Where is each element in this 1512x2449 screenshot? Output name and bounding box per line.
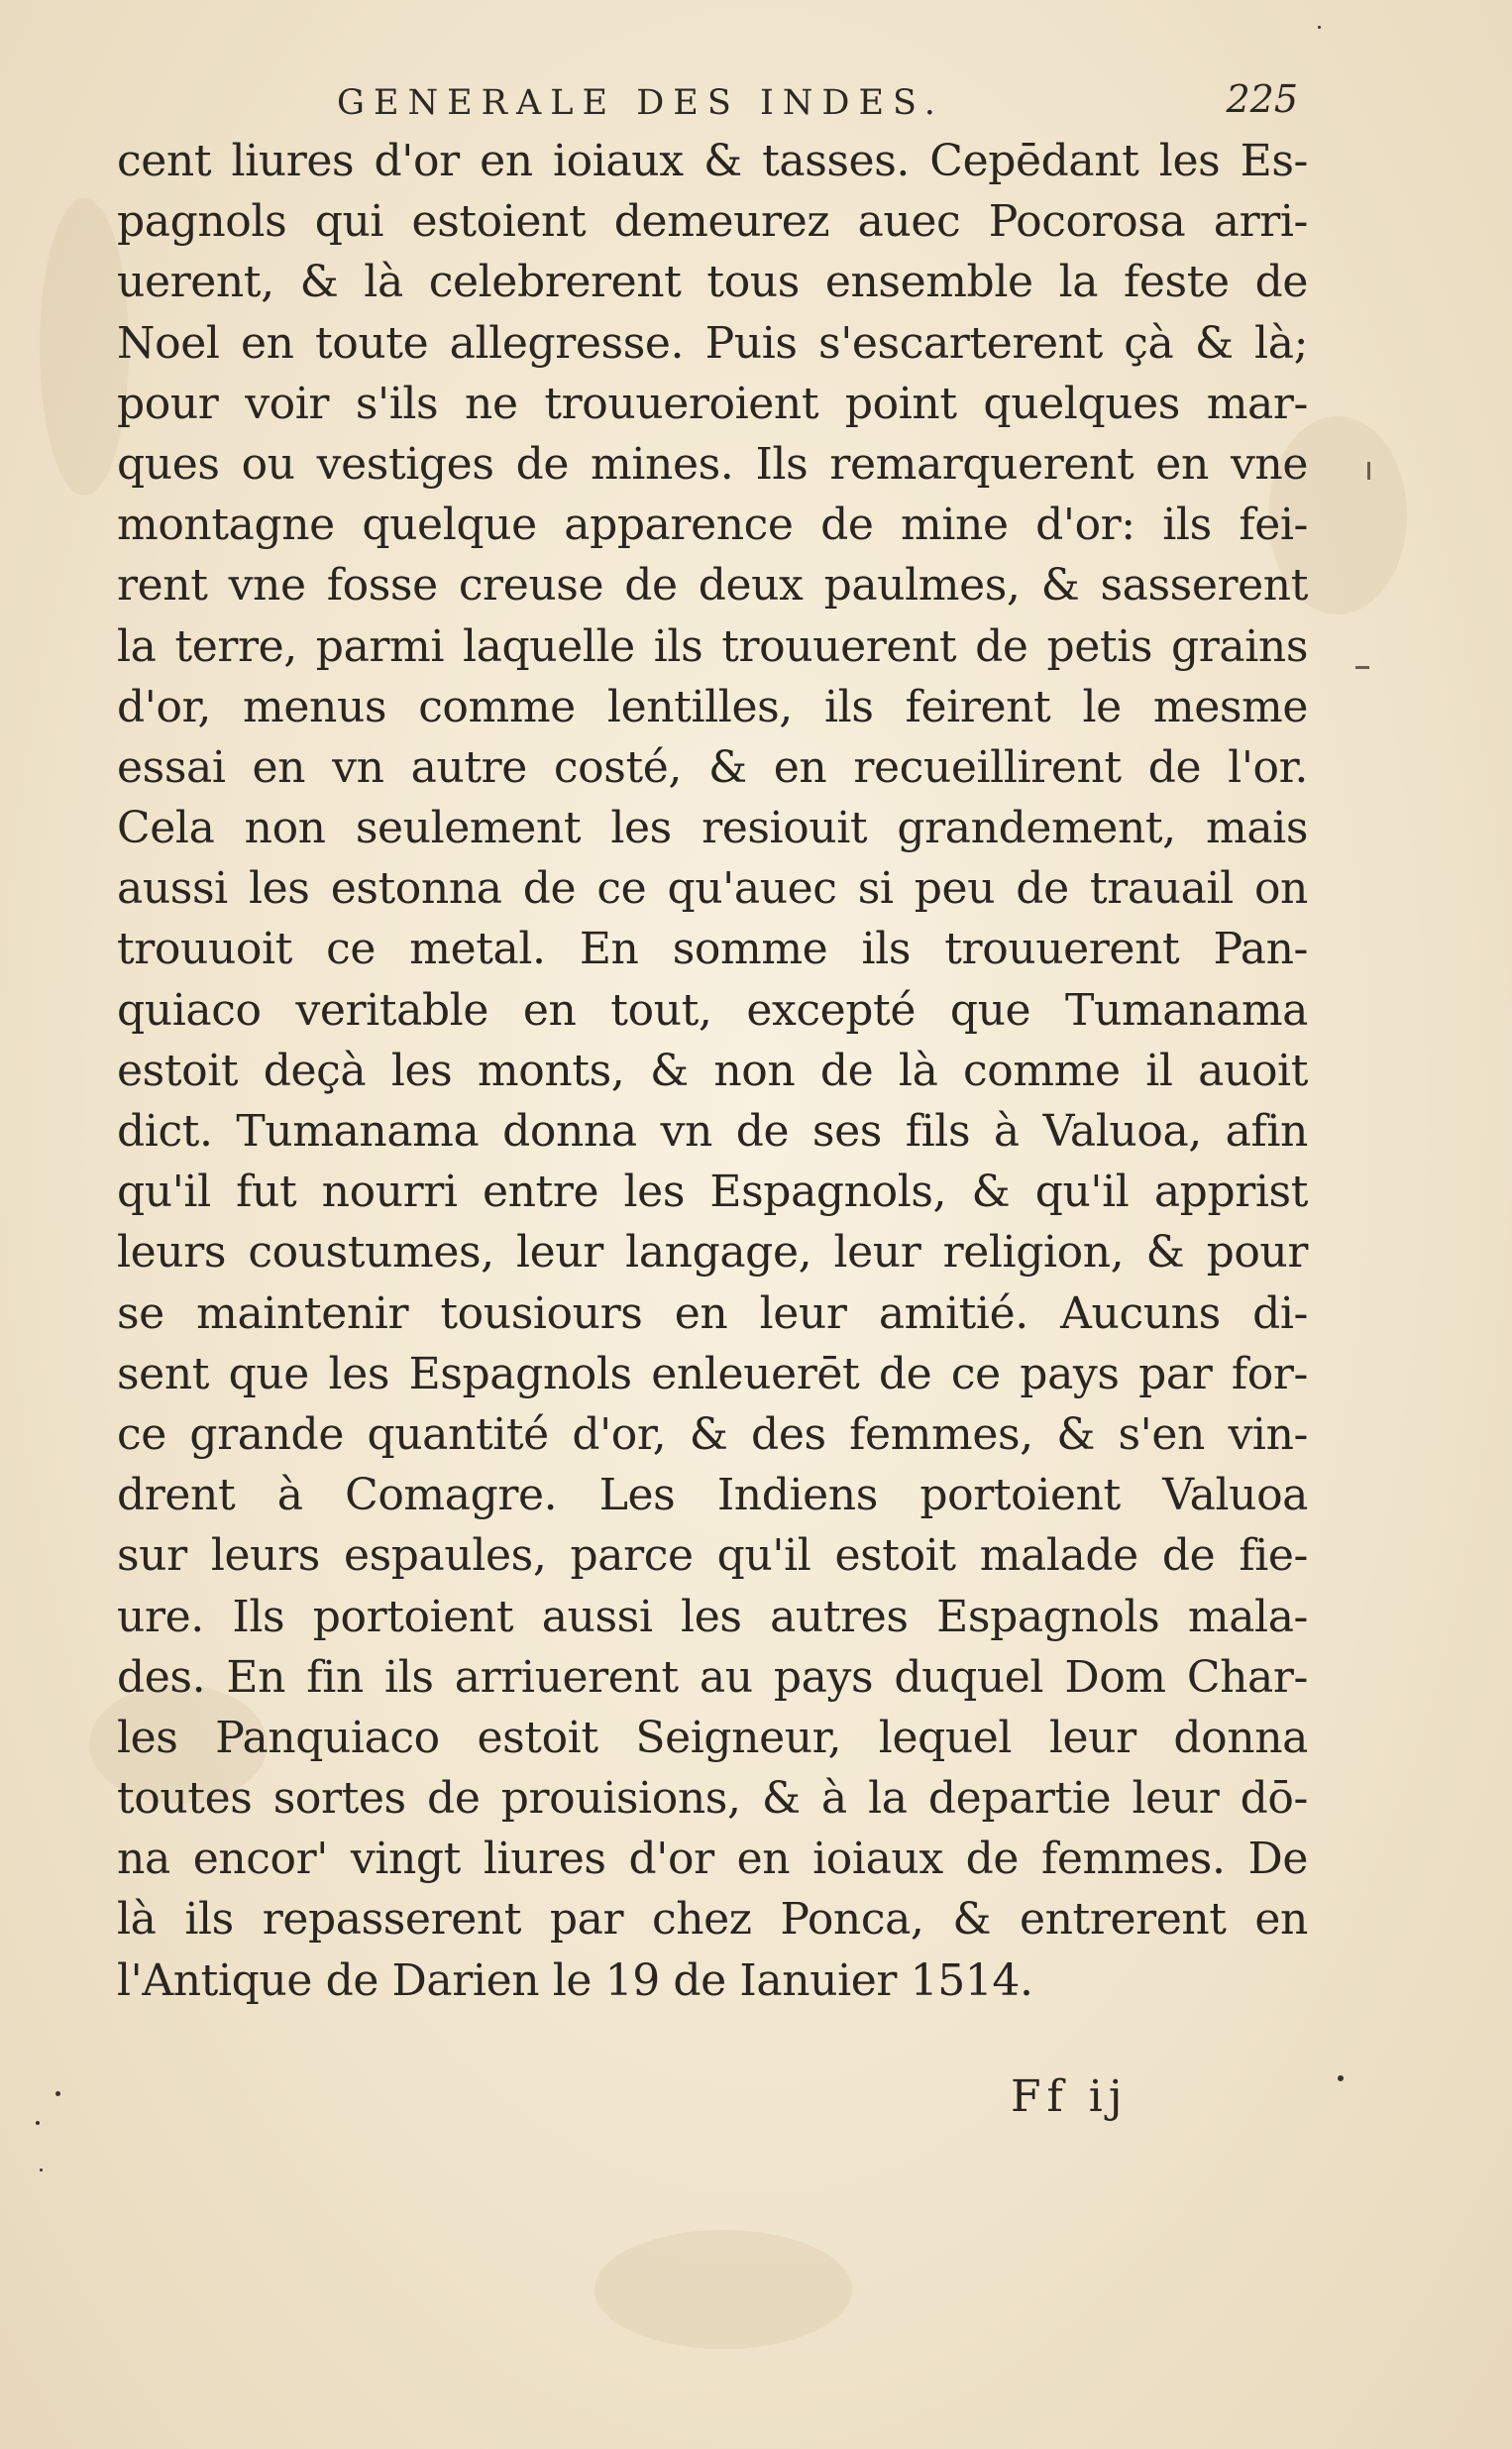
- text-line: ques ou vestiges de mines. Ils remarquerent en vne: [117, 438, 1308, 490]
- text-line: dict. Tumanama donna vn de ses fils à Valuoa, afin: [117, 1106, 1308, 1157]
- ink-speck: [1338, 2075, 1344, 2081]
- text-line: ure. Ils portoient aussi les autres Espagnols mala-: [117, 1591, 1308, 1642]
- ink-speck: [55, 2091, 60, 2096]
- text-line: ce grande quantité d'or, & des femmes, & s'en vin-: [117, 1408, 1308, 1460]
- text-line: la terre, parmi laquelle ils trouuerent de petis grains: [117, 620, 1308, 672]
- signature-mark: Ff ij: [1011, 2071, 1129, 2122]
- page-number: 225: [1226, 77, 1298, 121]
- text-line: quiaco veritable en tout, excepté que Tumanama: [117, 984, 1308, 1036]
- text-line: uerent, & là celebrerent tous ensemble la feste de: [117, 257, 1308, 308]
- text-line-last: l'Antique de Darien le 19 de Ianuier 1514.: [117, 1954, 1033, 2006]
- body-text: [117, 131, 1308, 2011]
- text-line: d'or, menus comme lentilles, ils feirent le mesme: [117, 681, 1308, 732]
- text-line: sent que les Espagnols enleuerēt de ce pays par for-: [117, 1348, 1308, 1399]
- text-line: leurs coustumes, leur langage, leur religion, & pour: [117, 1227, 1308, 1279]
- text-line: les Panquiaco estoit Seigneur, lequel leur donna: [117, 1712, 1308, 1763]
- text-line: montagne quelque apparence de mine d'or: ils fei-: [117, 500, 1308, 551]
- text-line: estoit deçà les monts, & non de là comme il auoit: [117, 1045, 1308, 1096]
- text-line: cent liures d'or en ioiaux & tasses. Cepēdant les Es-: [117, 136, 1308, 186]
- text-line: essai en vn autre costé, & en recueillirent de l'or.: [117, 741, 1308, 793]
- ink-speck: [1318, 26, 1321, 29]
- text-line: des. En fin ils arriuerent au pays duquel Dom Char-: [117, 1651, 1308, 1703]
- text-line: na encor' vingt liures d'or en ioiaux de femmes. De: [117, 1834, 1308, 1885]
- running-title: GENERALE DES INDES.: [337, 83, 944, 123]
- text-line: toutes sortes de prouisions, & à la departie leur dō-: [117, 1773, 1308, 1825]
- text-line: pour voir s'ils ne trouueroient point quelques mar-: [117, 378, 1308, 429]
- ink-speck: [36, 2121, 40, 2125]
- text-line: rent vne fosse creuse de deux paulmes, & sasserent: [117, 560, 1308, 612]
- text-line: Noel en toute allegresse. Puis s'escarterent çà & là;: [117, 317, 1308, 369]
- running-header: [337, 77, 1298, 137]
- text-line: aussi les estonna de ce qu'auec si peu de trauail on: [117, 863, 1308, 915]
- margin-mark: [1355, 666, 1369, 669]
- paper-stain: [40, 198, 129, 496]
- text-line: qu'il fut nourri entre les Espagnols, & qu'il apprist: [117, 1167, 1308, 1218]
- ink-speck: [40, 2169, 43, 2171]
- margin-mark: [1367, 462, 1370, 480]
- text-line: pagnols qui estoient demeurez auec Pocorosa arri-: [117, 196, 1308, 248]
- text-line: trouuoit ce metal. En somme ils trouuerent Pan-: [117, 924, 1308, 975]
- text-line: là ils repasserent par chez Ponca, & entrerent en: [117, 1894, 1308, 1946]
- text-line: se maintenir tousiours en leur amitié. Aucuns di-: [117, 1287, 1308, 1339]
- text-line: sur leurs espaules, parce qu'il estoit malade de fie-: [117, 1530, 1308, 1582]
- text-line: Cela non seulement les resiouit grandement, mais: [117, 803, 1308, 854]
- text-line: drent à Comagre. Les Indiens portoient Valuoa: [117, 1470, 1308, 1521]
- paper-stain: [594, 2230, 852, 2349]
